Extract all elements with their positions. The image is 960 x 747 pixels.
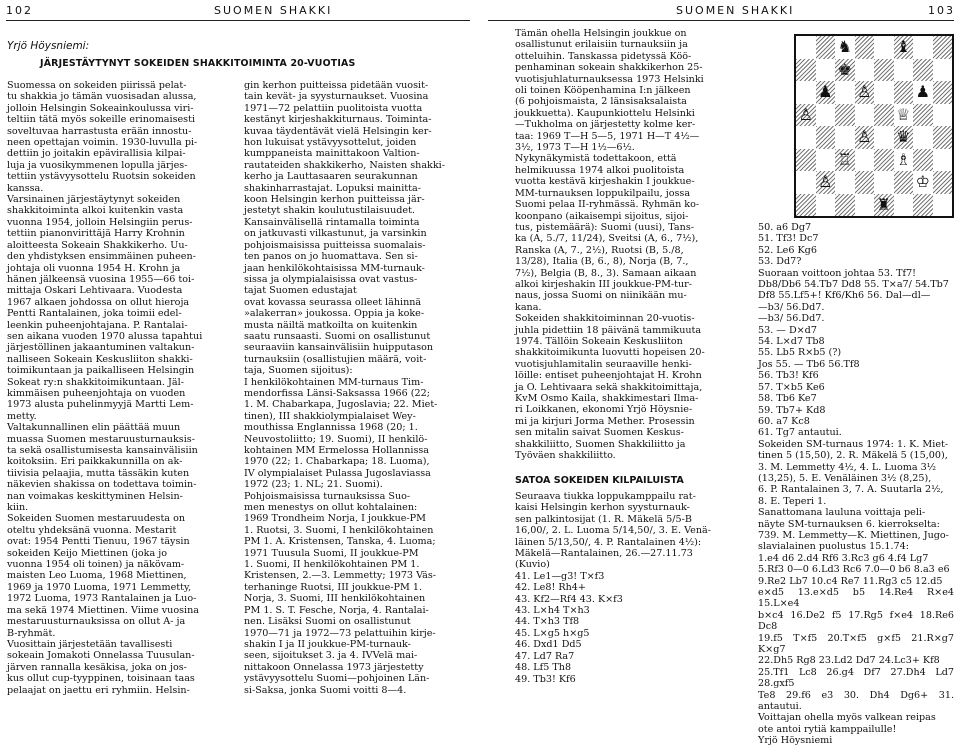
chess-piece-icon: ♛ xyxy=(896,127,911,146)
board-square xyxy=(835,104,855,127)
board-square xyxy=(894,194,914,217)
board-square xyxy=(816,36,836,59)
section-title: SATOA SOKEIDEN KILPAILUISTA xyxy=(515,475,684,486)
board-square xyxy=(874,59,894,82)
page-number-left: 102 xyxy=(6,4,33,17)
board-square xyxy=(835,194,855,217)
board-square xyxy=(874,81,894,104)
chess-piece-icon: ♟ xyxy=(915,82,930,101)
board-square xyxy=(796,194,816,217)
left-column-2: gin kerhon puitteissa pidetään vuosit- tain kevät- ja syysturnaukset. Vuosina 1971—72 pelattiin puolitoista vuotta kestänyt kirjeshakkiturnaus. Toiminta- kuvaa täydentävät vielä Helsingin ker- hon lukuisat ystävyysottelut, joiden kumppaneista mainittakoon Valtion- rautateiden shakkikerho, Naisten shakki- kerho ja Lauttasaaren seurakunnan shakinharrastajat. Lopuksi mainitta- koon Helsingin kerhon puitteissa jär- jestetyt shakin koulutustilaisuudet. Kansainvälisellä rintamalla toiminta on jatkuvasti vilkastunut, ja varsinkin pohjoismaisissa puitteissa suomalais- ten panos on jo huomattava. Sen si- jaan henkilökohtaisissa MM-turnauk- sissa ja olympialaisissa ovat vastus- tajat Suomen edustajat ovat kovassa seurassa olleet lähinnä »alakerran» joukossa. Oppia ja koke- musta näiltä matkoilta on kuitenkin saatu runsaasti. Suomi on osallistunut seuraaviin kansainvälisiin huipputason turnauksiin (osallistujien määrä, voit- taja, Suomen sijoitus): I henkilökohtainen MM-turnaus Tim- mendorfissa Länsi-Saksassa 1966 (22; 1. M. Chabarkapa, Jugoslavia; 22. Miet- tinen), III shakkiolympialaiset Wey- mouthissa Englannissa 1968 (20; 1. Neuvostoliitto; 19. Suomi), II henkilö- kohtainen MM Ermelossa Hollannissa 1970 (22; 1. Chabarkapa; 18. Luoma), IV olympialaiset Pulassa Jugoslaviassa 1972 (23; 1. NL; 21. Suomi). Pohjoismaisissa turnauksissa Suo- men menestys on ollut kohtalainen: 1969 Trondheim Norja, I joukkue-PM 1. Ruotsi, 3. Suomi, I henkilökohtainen PM 1. A. Kristensen, Tanska, 4. Luoma; 1971 Tuusula Suomi, II joukkue-PM 1. Suomi, II henkilökohtainen PM 1. Kristensen, 2.—3. Lemmetty; 1973 Väs- terhaninge Ruotsi, III joukkue-PM 1. Norja, 3. Suomi, III henkilökohtainen PM 1. S. T. Fesche, Norja, 4. Rantalai- nen. Lisäksi Suomi on osallistunut 1970—71 ja 1972—73 pelattuihin kirje- shakin I ja II joukkue-PM-turnauk- seen, sijoitukset 3. ja 4. IVVelä mai- nittakoon Onnelassa 1973 järjestetty ystävyysottelu Suomi—pohjoinen Län- si-Saksa, jonka Suomi voitti 8—4. xyxy=(244,80,445,696)
board-square xyxy=(796,149,816,172)
board-square xyxy=(855,104,875,127)
chess-piece-icon: ♜ xyxy=(876,194,891,214)
article-author: Yrjö Höysniemi: xyxy=(7,40,90,52)
board-square xyxy=(913,126,933,149)
board-square xyxy=(894,59,914,82)
board-square xyxy=(835,171,855,194)
board-square xyxy=(855,36,875,59)
chess-piece-icon: ♙ xyxy=(857,127,872,146)
chess-piece-icon: ♝ xyxy=(896,37,911,56)
header-rule-right xyxy=(488,20,954,21)
right-column-1: Tämän ohella Helsingin joukkue on osallistunut erilaisiin turnauksiin ja otteluihin. Tanskassa pidetyssä Köö- penhaminan sokeain shakkikerhon 25- vuotisjuhlaturnauksessa 1973 Helsinki oli toinen Kööpenhamina I:n jälkeen (6 pohjoismaista, 2 länsisaksalaista joukkuetta). Kaupunkiottelu Helsinki —Tukholma on järjestetty kolme ker- taa: 1969 T—H 5—5, 1971 H—T 4½— 3½, 1973 T—H 1½—6½. Nykynäkymistä todettakoon, että helmikuussa 1974 alkoi puolitoista vuotta kestävä kirjeshakin I joukkue- MM-turnauksen loppukilpailu, jossa Suomi pelaa II-ryhmässä. Ryhmän ko- koonpano (aikaisempi sijoitus, sijoi- tus, pistemäärä): Suomi (uusi), Tans- ka (A, 5./7, 11/24), Sveitsi (A, 6., 7½), Ranska (A, 7., 2½), Ruotsi (B, 5./8, 13/28), Italia (B, 6., 8), Norja (B, 7., 7½), Belgia (B, 8., 3). Samaan aikaan alkoi kirjeshakin III joukkue-PM-tur- naus, jossa Suomi on niinikään mu- kana. Sokeiden shakkitoiminnan 20-vuotis- juhla pidettiin 18 päivänä tammikuuta 1974. Tällöin Sokeain Keskusliiton shakkitoimikunta luovutti hopeisen 20- vuotisjuhlamitalin seuraaville henki- löille: entiset puheenjohtajat H. Krohn ja O. Lehtivaara sekä shakkitoimittaja, KvM Osmo Kaila, shakkimestari Ilmа- ri Loikkanen, ekonomi Yrjö Höysnie- mi ja kirjuri Jorma Mether. Prosessin sen mitalin saivat Suomen Keskus- shakkiliitto, Suomen Shakkiliitto ja Työväen shakkiliitto. xyxy=(515,28,705,462)
board-square xyxy=(816,149,836,172)
board-square xyxy=(933,171,953,194)
board-square xyxy=(855,194,875,217)
board-square xyxy=(874,149,894,172)
board-square xyxy=(933,149,953,172)
right-column-2: 50. a6 Dg7 51. Tf3! Dc7 52. Le6 Kg6 53. Dd7? Suoraan voittoon johtaa 53. Tf7! Db8/Db6 54.Tb7 Dd8 55. T×a7/ 54.Tb7 Df8 55.Lf5+! Kf6/Kh6 56. Dal—dl— —b3/ 56.Dd7. —b3/ 56.Dd7. 53. — D×d7 54. L×d7 Tb8 55. Lb5 R×b5 (?) Jos 55. — Tb6 56.Tf8 56. Tb3! Kf6 57. T×b5 Ke6 58. Tb6 Ke7 59. Tb7+ Kd8 60. a7 Kc8 61. Tg7 antautui. Sokeiden SM-turnaus 1974: 1. K. Miet- tinen 5 (15,50), 2. R. Mäkelä 5 (15,00), 3. M. Lemmetty 4½, 4. L. Luoma 3½ (13,25), 5. E. Venäläinen 3½ (8,25), 6. P. Rantalainen 3, 7. A. Suutarla 2½, 8. E. Teperi 1. Sanattomana lauluna voittaja peli- näyte SM-turnauksen 6. kierrokselta: 739. M. Lemmetty—K. Miettinen, Jugo- slavialainen puolustus 15.1.74: 1.e4 d6 2.d4 Rf6 3.Rc3 g6 4.f4 Lg7 5.Rf3 0—0 6.Ld3 Rc6 7.0—0 b6 8.a3 e6 9.Re2 Lb7 10.c4 Re7 11.Rg3 c5 12.d5 e×d5 13.e×d5 b5 14.Re4 R×e4 15.L×e4 b×c4 16.De2 f5 17.Rg5 f×e4 18.Re6 Dc8 19.f5 T×f5 20.T×f5 g×f5 21.R×g7 K×g7 22.Dh5 Rg8 23.Ld2 Dd7 24.Lc3+ Kf8 25.Tf1 Lc8 26.g4 Df7 27.Dh4 Ld7 28.gxf5 Te8 29.f6 e3 30. Dh4 Dg6+ 31. antautui. Voittajan ohella myös valkean reipas ote antoi rytiä kamppailulle! Yrjö Höysniemi xyxy=(758,222,954,747)
board-square xyxy=(855,149,875,172)
board-square xyxy=(874,36,894,59)
board-square xyxy=(855,59,875,82)
board-square xyxy=(855,171,875,194)
board-square xyxy=(913,104,933,127)
board-square xyxy=(874,126,894,149)
left-column-1: Suomessa on sokeiden piirissä pelat- tu shakkia jo tämän vuosisadan alussa, jolloin Helsingin Sokeainkoulussa viri- teltiin tätä myös sokeille erinomaisesti soveltuvaa harrastusta erään innostu- neen opettajan voimin. 1930-luvulla pi- dettiin jo joitakin epävirallisia kilpai- luja ja vuosikymmenen lopulla järjes- tettiin ystävyysottelu Ruotsin sokeiden kanssa. Varsinainen järjestäytynyt sokeiden shakkitoiminta alkoi kuitenkin vasta vuonna 1954, jolloin Helsingiin perus- tettiin pianonvirittäjä Harry Krohnin aloitteesta Sokeain Shakkikerho. Uu- den yhdistyksen ensimmäinen puheen- johtaja oli vuonna 1954 H. Krohn ja hänen jälkeensä vuosina 1955—66 toi- mittaja Oskari Lehtivaara. Vuodesta 1967 alkaen johdossa on ollut hieroja Pentti Rantalainen, joka toimii edel- leenkin puheenjohtajana. P. Rantalai- sen aikana vuoden 1970 alussa tapahtui järjestöllinen jakaantuminen valtakun- nalliseen Sokeain Keskusliiton shakki- toimikuntaan ja paikalliseen Helsingin Sokeat ry:n shakkitoimikuntaan. Jäl- kimmäisen puheenjohtaja on vuoden 1973 alusta puhelinmyyjä Martti Lem- metty. Valtakunnallinen elin päättää muun muassa Suomen mestaruusturnauksis- ta sekä osallistumisesta kansainvälisiin koitoksiin. Eri paikkakunnilla on ak- tiivisia pelaajia, mutta tässäkin kuten näkevien shakissa on todettava toimin- nan voimakas keskittyminen Helsin- kiin. Sokeiden Suomen mestaruudesta on oteltu yhdeksänä vuonna. Mestarit ovat: 1954 Pentti Tienuu, 1967 täysin sokeiden Keijo Miettinen (joka jo vuonna 1954 oli toinen) ja näkövam- maisten Leo Luoma, 1968 Miettinen, 1969 ja 1970 Luoma, 1971 Lemmetty, 1972 Luoma, 1973 Rantalainen ja Luo- ma sekä 1974 Miettinen. Viime vuosina mestaruusturnauksissa on ollut A- ja B-ryhmät. Vuosittain järjestetään tavallisesti sokeain Jomakoti Onnelassa Tuusulan- järven rannalla kesäkisa, joka on jos- kus ollut cup-tyyppinen, toisinaan taas pelaajat on jaettu eri ryhmiin. Helsin- xyxy=(7,80,203,696)
board-square xyxy=(913,59,933,82)
board-square xyxy=(835,126,855,149)
board-square xyxy=(816,194,836,217)
board-square xyxy=(913,149,933,172)
board-square xyxy=(796,36,816,59)
chess-piece-icon: ♗ xyxy=(896,149,911,169)
board-square xyxy=(816,126,836,149)
chess-diagram xyxy=(794,34,954,218)
board-square xyxy=(933,126,953,149)
board-square xyxy=(933,81,953,104)
board-square xyxy=(796,59,816,82)
chess-piece-icon: ♖ xyxy=(837,149,852,169)
board-square xyxy=(933,104,953,127)
running-header-left: SUOMEN SHAKKI xyxy=(214,4,333,17)
board-square xyxy=(816,104,836,127)
chess-piece-icon: ♔ xyxy=(915,172,930,191)
chess-piece-icon: ♕ xyxy=(896,104,911,124)
board-square xyxy=(913,194,933,217)
right-column-1-continued: Seuraava tiukka loppukamppailu rat- kaisi Helsingin kerhon syysturnauk- sen palkintosijat (1. R. Mäkelä 5/5-B 16,00/, 2. L. Luoma 5/14,50/, 3. E. Venä- läinen 5/13,50/, 4. P. Rantalainen 4½): Mäkelä—Rantalainen, 26.—27.11.73 (Kuvio) 41. Le1—g3! T×f3 42. Le8! Rh4+ 43. Kf2—Rf4 43. K×f3 43. L×h4 T×h3 44. T×h3 Tf8 45. L×g5 h×g5 46. Dxd1 Dd5 47. Ld7 Ra7 48. Lf5 Th8 49. Tb3! Kf6 xyxy=(515,491,711,685)
page-number-right: 103 xyxy=(928,4,955,17)
chess-piece-icon: ♙ xyxy=(818,172,833,191)
board-square xyxy=(874,104,894,127)
running-header-right: SUOMEN SHAKKI xyxy=(676,4,795,17)
board-square xyxy=(894,171,914,194)
chess-piece-icon: ♚ xyxy=(837,59,852,79)
board-square xyxy=(816,59,836,82)
board-square xyxy=(874,171,894,194)
chess-piece-icon: ♞ xyxy=(837,37,852,56)
chess-piece-icon: ♟ xyxy=(818,82,833,101)
chess-piece-icon: ♙ xyxy=(857,82,872,101)
header-rule-left xyxy=(6,20,470,21)
board-square xyxy=(913,36,933,59)
board-square xyxy=(933,194,953,217)
board-square xyxy=(894,81,914,104)
board-square xyxy=(796,126,816,149)
article-title: JÄRJESTÄYTYNYT SOKEIDEN SHAKKITOIMINTA 20-VUOTIAS xyxy=(40,58,356,69)
board-square xyxy=(933,36,953,59)
board-square xyxy=(796,171,816,194)
board-square xyxy=(933,59,953,82)
board-square xyxy=(835,81,855,104)
chess-piece-icon: ♙ xyxy=(798,104,813,124)
board-square xyxy=(796,81,816,104)
